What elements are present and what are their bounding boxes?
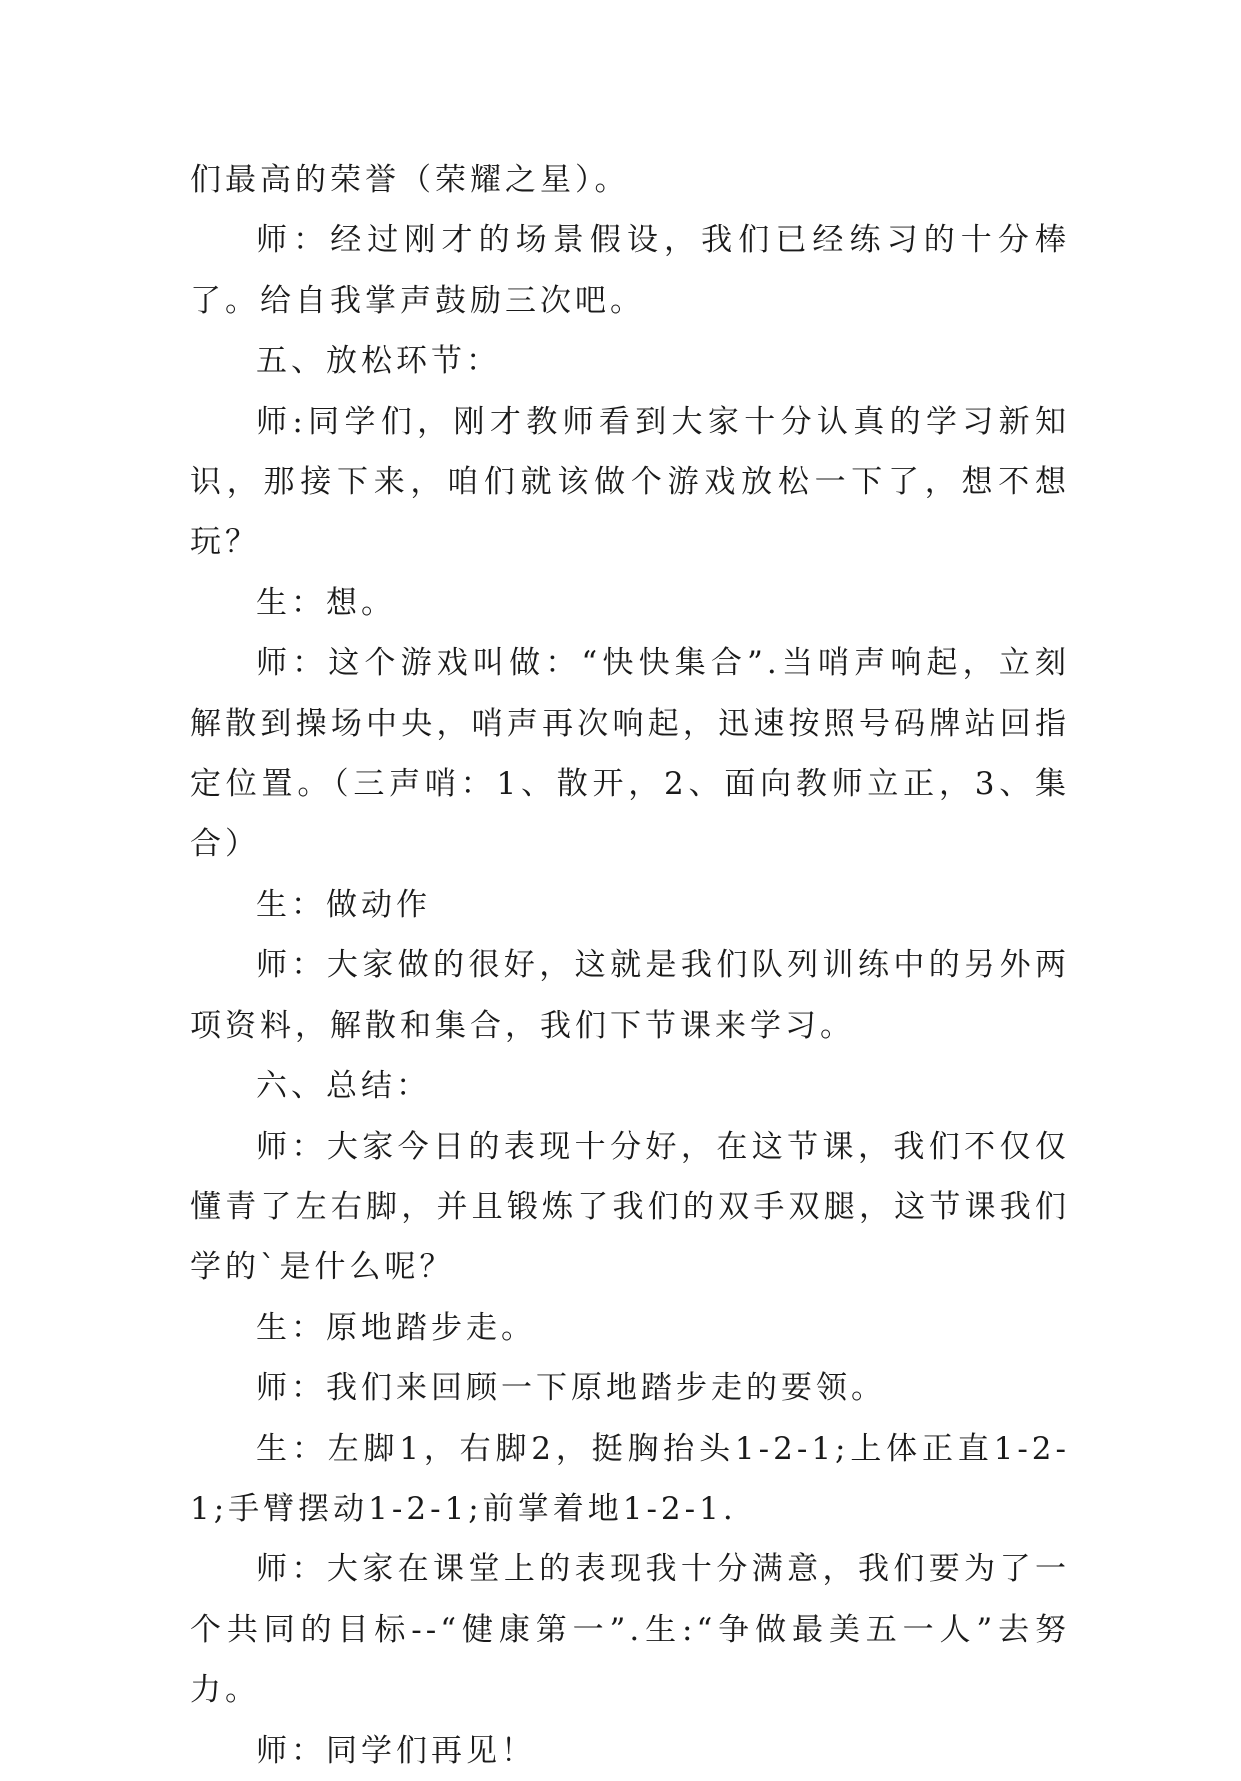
paragraph: 生：原地踏步走。 xyxy=(256,1309,536,1346)
paragraph: 师:同学们，刚才教师看到大家十分认真的学习新知识，那接下来，咱们就该做个游戏放松一下了，想不想玩？ xyxy=(190,403,1070,561)
paragraph: 师：同学们再见！ xyxy=(256,1732,536,1769)
paragraph: 生：左脚1，右脚2，挺胸抬头1-2-1;上体正直1-2-1;手臂摆动1-2-1;前掌着地1-2-1. xyxy=(190,1430,1070,1527)
section-heading: 六、总结： xyxy=(256,1068,431,1105)
section-heading: 五、放松环节： xyxy=(256,343,501,380)
paragraph: 师：我们来回顾一下原地踏步走的要领。 xyxy=(256,1370,886,1407)
paragraph: 师：经过刚才的场景假设，我们已经练习的十分棒了。给自我掌声鼓励三次吧。 xyxy=(190,222,1070,319)
paragraph: 生：想。 xyxy=(256,584,396,621)
paragraph: 们最高的荣誉（荣耀之星）。 xyxy=(190,162,630,198)
paragraph: 师：大家在课堂上的表现我十分满意，我们要为了一个共同的目标--“健康第一”.生:“争做最美五一人”去努力。 xyxy=(190,1551,1070,1709)
paragraph: 师：大家今日的表现十分好，在这节课，我们不仅仅懂青了左右脚，并且锻炼了我们的双手双腿，这节课我们学的`是什么呢？ xyxy=(190,1128,1070,1286)
paragraph: 师：这个游戏叫做：“快快集合”.当哨声响起，立刻解散到操场中央，哨声再次响起，迅速按照号码牌站回指定位置。（三声哨：1、散开，2、面向教师立正，3、集合） xyxy=(190,645,1070,863)
paragraph: 师：大家做的很好，这就是我们队列训练中的另外两项资料，解散和集合，我们下节课来学习。 xyxy=(190,947,1070,1044)
paragraph: 生：做动作 xyxy=(256,886,431,923)
document-body xyxy=(190,150,1070,1781)
